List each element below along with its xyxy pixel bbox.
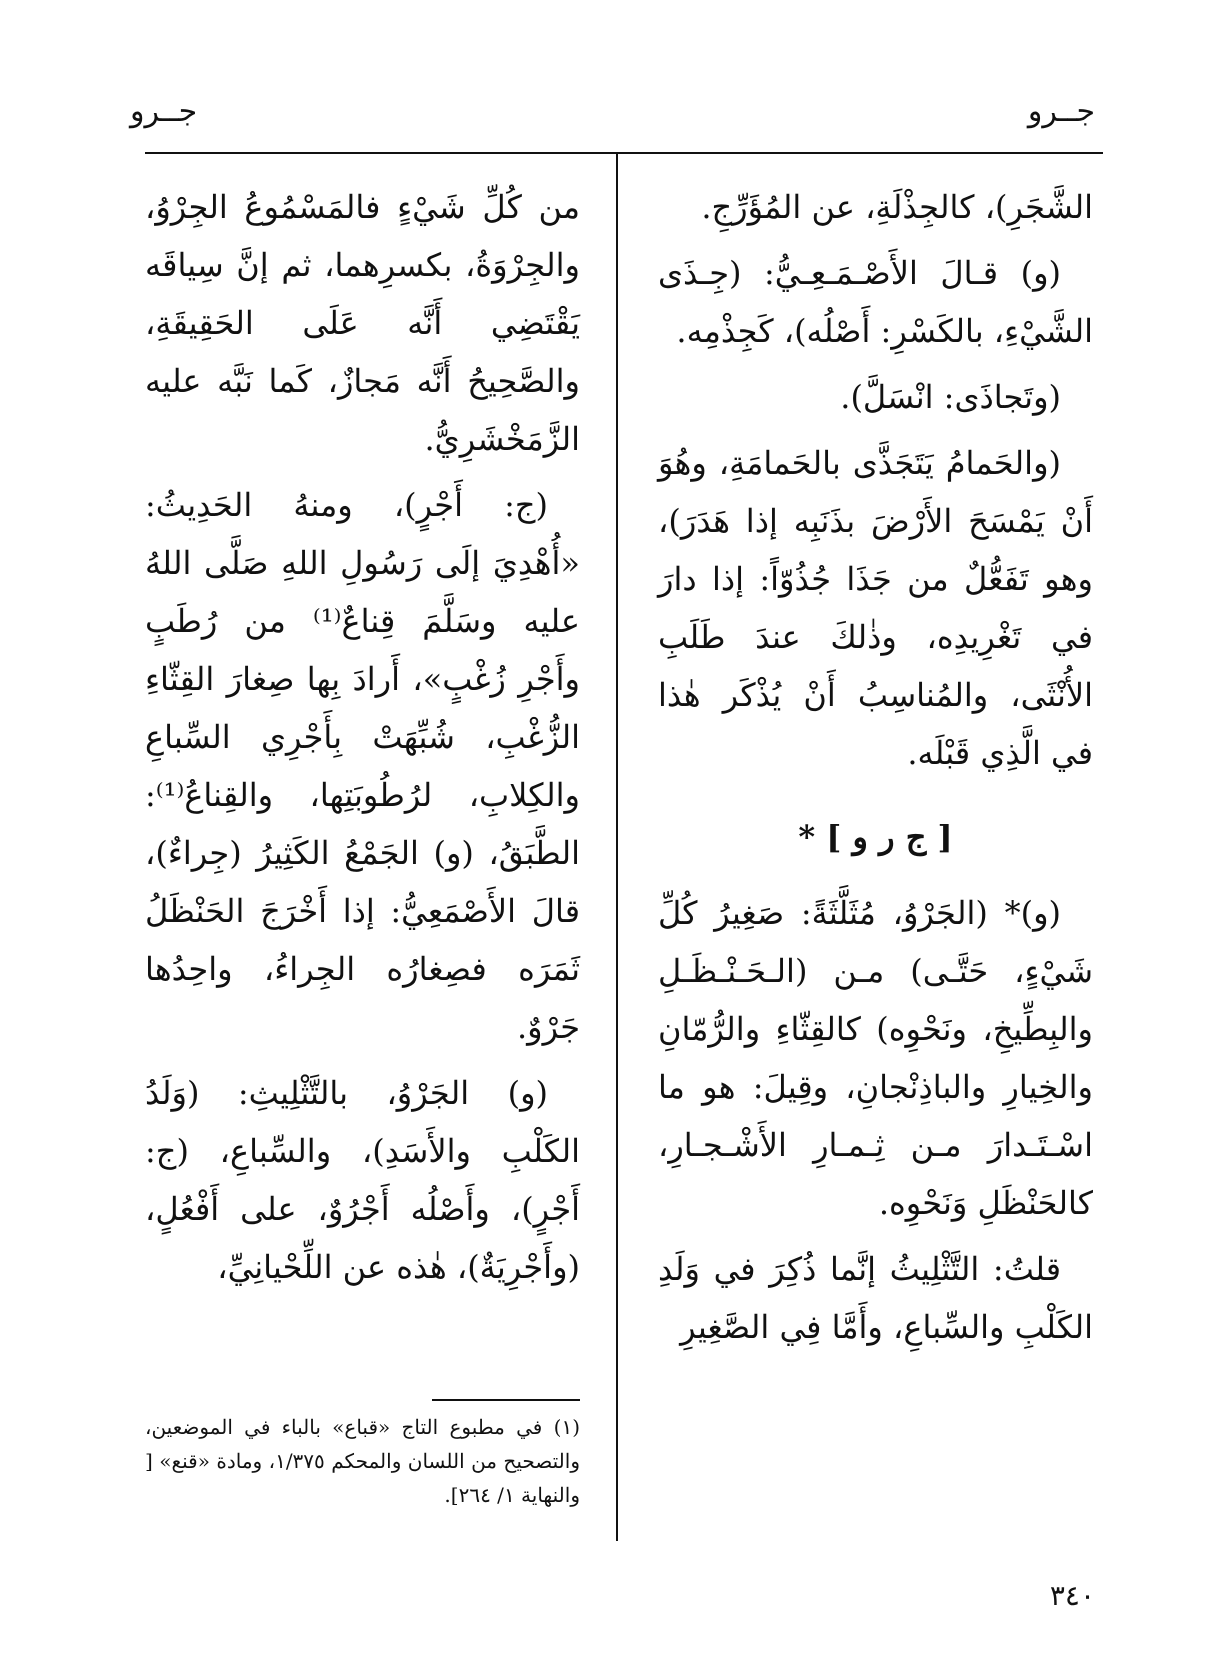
column-divider <box>616 153 618 1541</box>
page-number: ٣٤٠ <box>1049 1579 1095 1612</box>
entry-paragraph: الشَّجَرِ)، كالجِذْلَةِ، عن المُؤَرِّجِ. <box>701 188 1093 226</box>
header-rule <box>145 152 1103 154</box>
entry-paragraph: (و) قـالَ الأَصْـمَـعِـيُّ: (جِـذَى الشَّيْءِ، بالكَسْرِ: أَصْلُه)، كَجِذْمِه. <box>658 254 1093 350</box>
running-head-left: جــرو <box>130 94 198 129</box>
entry-paragraph: (و)* (الجَرْوُ، مُثَلَّثَةً: صَغِيرُ كُلِّ شَيْءٍ، حَتَّـى) مـن (الـحَـنْـظَـلِ والبِطِّيخِ، ونَحْوِه) كالقِثّاءِ والرُّمّانِ والخِيارِ والباذِنْجانِ، وقِيلَ: هو ما اسْـتَـدارَ مـن ثِـمـارِ الأَشْـجـارِ، كالحَنْظَلِ وَنَحْوِه. <box>658 894 1093 1222</box>
right-column <box>658 178 1093 1364</box>
entry-paragraph: (و) الجَرْوُ، بالتَّثْلِيثِ: (وَلَدُ الكَلْبِ والأَسَدِ)، والسِّباعِ، (ج: أَجْرٍ)، وأَصْلُه أَجْرُوٌ، على أَفْعُلٍ، (وأَجْرِيَةٌ)، هٰذه عن اللِّحْيانِيِّ، <box>145 1074 580 1286</box>
footnote-rule <box>432 1399 580 1401</box>
running-head-right: جــرو <box>1027 94 1095 129</box>
entry-paragraph: (وتَجاذَى: انْسَلَّ). <box>840 378 1061 416</box>
footnote: (١) في مطبوع التاج «قباع» بالباء في الموضعين، والتصحيح من اللسان والمحكم ١/٣٧٥، ومادة «قنع» [ والنهاية ١/ ٢٦٤]. <box>145 1415 580 1507</box>
left-column <box>145 178 580 1304</box>
entry-paragraph: قلتُ: التَّثْلِيثُ إنَّما ذُكِرَ في وَلَدِ الكَلْبِ والسِّباعِ، وأَمَّا فِي الصَّغِيرِ <box>658 1250 1093 1346</box>
entry-heading: [ ج ر و ] * <box>798 818 953 856</box>
entry-paragraph: (والحَمامُ يَتَجَذَّى بالحَمامَةِ، وهُوَ أَنْ يَمْسَحَ الأَرْضَ بذَنَبِه إذا هَدَرَ)، وهو تَفَعُّلٌ من جَذَا جُذُوّاً: إذا دارَ في تَغْرِيدِه، وذٰلكَ عندَ طَلَبِ الأُنْثَى، والمُناسِبُ أَنْ يُذْكَر هٰذا في الَّذِي قَبْلَه. <box>658 444 1093 772</box>
entry-paragraph: من كُلِّ شَيْءٍ فالمَسْمُوعُ الجِرْوُ، والجِرْوَةُ، بكسرِهما، ثم إنَّ سِياقَه يَقْتَضِي أَنَّه عَلَى الحَقِيقَةِ، والصَّحِيحُ أَنَّه مَجازٌ، كَما نَبَّه عليه الزَّمَخْشَرِيُّ. <box>145 188 580 458</box>
entry-paragraph: (ج: أَجْرٍ)، ومنهُ الحَدِيثُ: «أُهْدِيَ إلَى رَسُولِ اللهِ صَلَّى اللهُ عليه وسَلَّمَ قِناعٌ⁽¹⁾ من رُطَبٍ وأَجْرِ زُغْبٍ»، أَرادَ بِها صِغارَ القِثّاءِ الزُّغْبِ، شُبِّهَتْ بِأَجْرِي السِّباعِ والكِلابِ، لرُطُوبَتِها، والقِناعُ⁽¹⁾: الطَّبَقُ، (و) الجَمْعُ الكَثِيرُ (جِراءٌ)، قالَ الأَصْمَعِيُّ: إذا أَخْرَجَ الحَنْظَلُ ثَمَرَه فصِغارُه الجِراءُ، واحِدُها جَرْوٌ. <box>145 486 580 1046</box>
